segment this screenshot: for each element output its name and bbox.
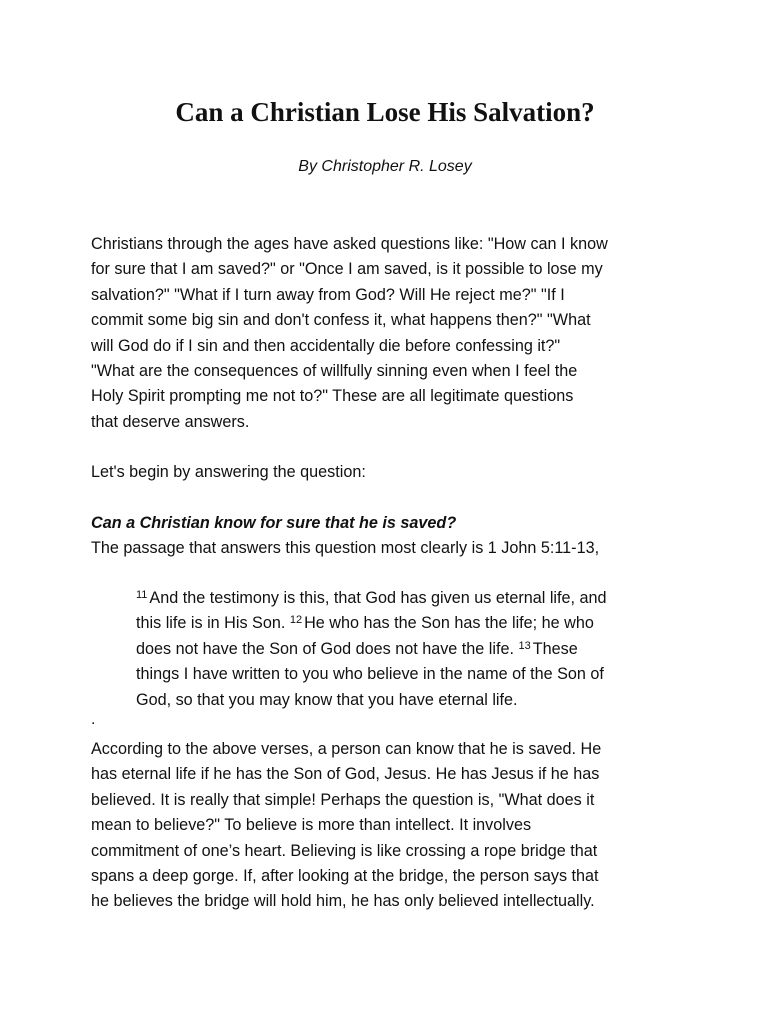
quote-line (136, 586, 696, 611)
question-heading: Can a Christian know for sure that he is saved? (91, 514, 457, 532)
quote-line (136, 611, 696, 636)
intro-line: Christians through the ages have asked questions like: "How can I know (91, 235, 608, 253)
conclusion-line: believed. It is really that simple! Perhaps the question is, "What does it (91, 790, 595, 809)
intro-line: Holy Spirit prompting me not to?" These are all legitimate questions (91, 387, 574, 406)
intro-line: commit some big sin and don't confess it, what happens then?" "What (91, 311, 591, 330)
intro-line: for sure that I am saved?" or "Once I am saved, is it possible to lose my (91, 260, 603, 279)
conclusion-line: According to the above verses, a person can know that he is saved. He (91, 740, 602, 758)
conclusion-line: mean to believe?" To believe is more than intellect. It involves (91, 816, 532, 835)
verse-text: And the testimony is this, that God has given us eternal life, and (149, 589, 607, 607)
conclusion-line: spans a deep gorge. If, after looking at the bridge, the person says that (91, 866, 599, 885)
conclusion-line: has eternal life if he has the Son of God, Jesus. He has Jesus if he has (91, 765, 600, 784)
begin-line: Let's begin by answering the question: (91, 463, 366, 481)
intro-line: salvation?" "What if I turn away from God? Will He reject me?" "If I (91, 285, 565, 304)
begin-paragraph (91, 460, 691, 485)
intro-paragraph (91, 232, 691, 435)
quote-line: God, so that you may know that you have eternal life. (136, 690, 518, 709)
quote-line (136, 637, 696, 662)
verse-text: does not have the Son of God does not have the life. (136, 639, 514, 658)
verse-number: 11 (136, 589, 148, 601)
verse-text: These (532, 639, 578, 658)
quote-line: things I have written to you who believe in the name of the Son of (136, 665, 604, 684)
verse-text: He who has the Son has the life; he who (304, 614, 594, 633)
question-section (91, 511, 691, 562)
verse-text: this life is in His Son. (136, 614, 286, 633)
conclusion-paragraph (91, 737, 691, 915)
separator-dot: . (91, 711, 96, 728)
verse-number: 12 (289, 614, 303, 627)
intro-line: will God do if I sin and then accidentally die before confessing it?" (91, 336, 561, 355)
conclusion-line: he believes the bridge will hold him, he has only believed intellectually. (91, 892, 595, 911)
scripture-quote (136, 586, 696, 713)
intro-line: that deserve answers. (91, 412, 250, 431)
verse-number: 13 (518, 639, 531, 652)
conclusion-line: commitment of one’s heart. Believing is like crossing a rope bridge that (91, 841, 598, 860)
intro-line: "What are the consequences of willfully sinning even when I feel the (91, 361, 578, 380)
document-title: Can a Christian Lose His Salvation? (175, 97, 595, 127)
question-intro: The passage that answers this question most clearly is 1 John 5:11-13, (91, 539, 600, 558)
author-byline: By Christopher R. Losey (298, 158, 472, 175)
